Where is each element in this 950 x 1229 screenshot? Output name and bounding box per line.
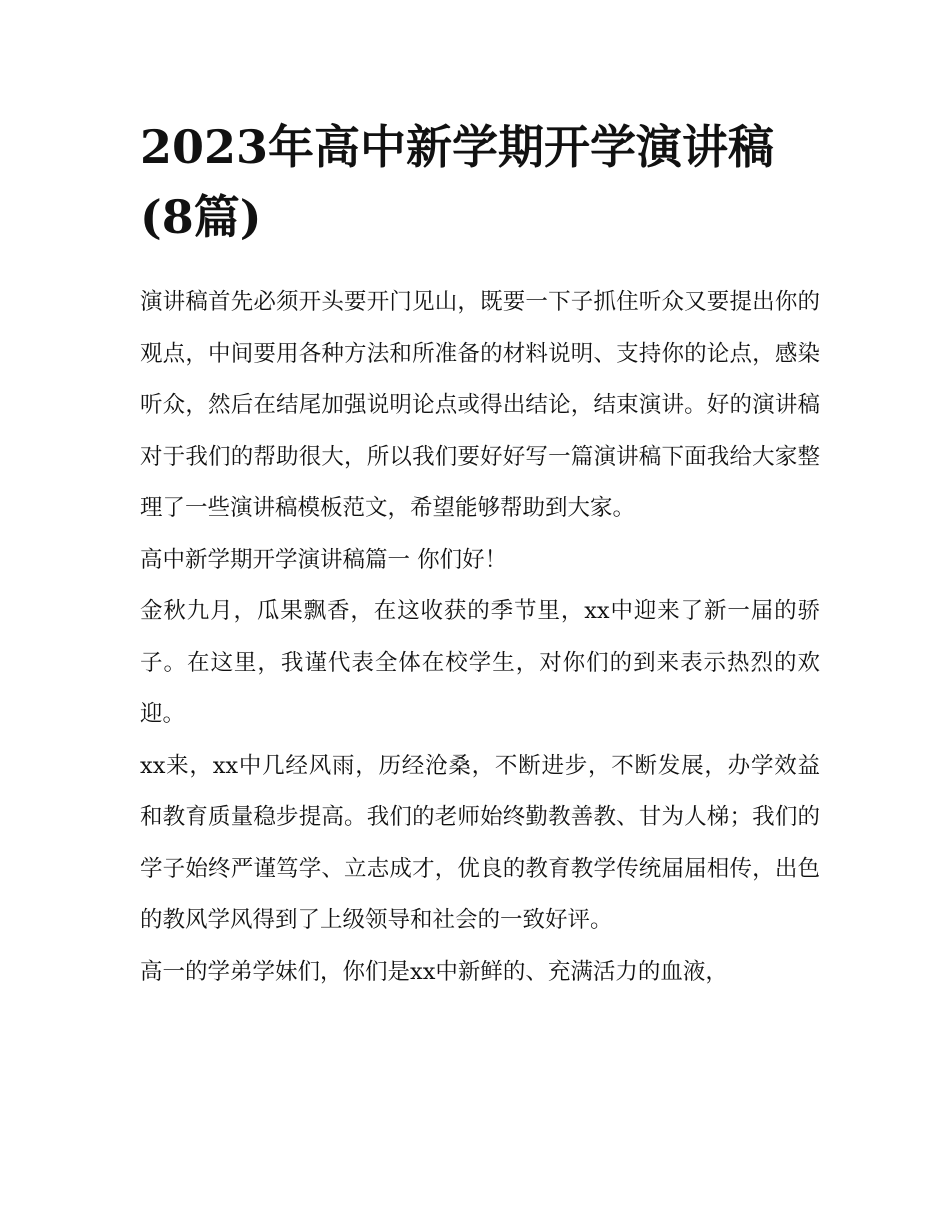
- body-paragraph: 高一的学弟学妹们，你们是xx中新鲜的、充满活力的血液，: [140, 958, 728, 985]
- body-paragraph: 金秋九月，瓜果飘香，在这收获的季节里，xx中迎来了新一届的骄子。在这里，我谨代表全体在校学生，对你们的到来表示热烈的欢迎。: [140, 598, 820, 727]
- body-paragraph: xx来，xx中几经风雨，历经沧桑，不断进步，不断发展，办学效益和教育质量稳步提高。我们的老师始终勤教善教、甘为人梯；我们的学子始终严谨笃学、立志成才，优良的教育教学传统届届相传，出色的教风学风得到了上级领导和社会的一致好评。: [140, 752, 820, 933]
- intro-paragraph: 演讲稿首先必须开头要开门见山，既要一下子抓住听众又要提出你的观点，中间要用各种方法和所准备的材料说明、支持你的论点，感染听众，然后在结尾加强说明论点或得出结论，结束演讲。好的演讲稿对于我们的帮助很大，所以我们要好好写一篇演讲稿下面我给大家整理了一些演讲稿模板范文，希望能够帮助到大家。: [140, 289, 820, 521]
- document-body: [140, 277, 820, 998]
- document-title: 2023年高中新学期开学演讲稿(8篇): [140, 120, 775, 244]
- section-heading-paragraph: 高中新学期开学演讲稿篇一 你们好！: [140, 546, 508, 573]
